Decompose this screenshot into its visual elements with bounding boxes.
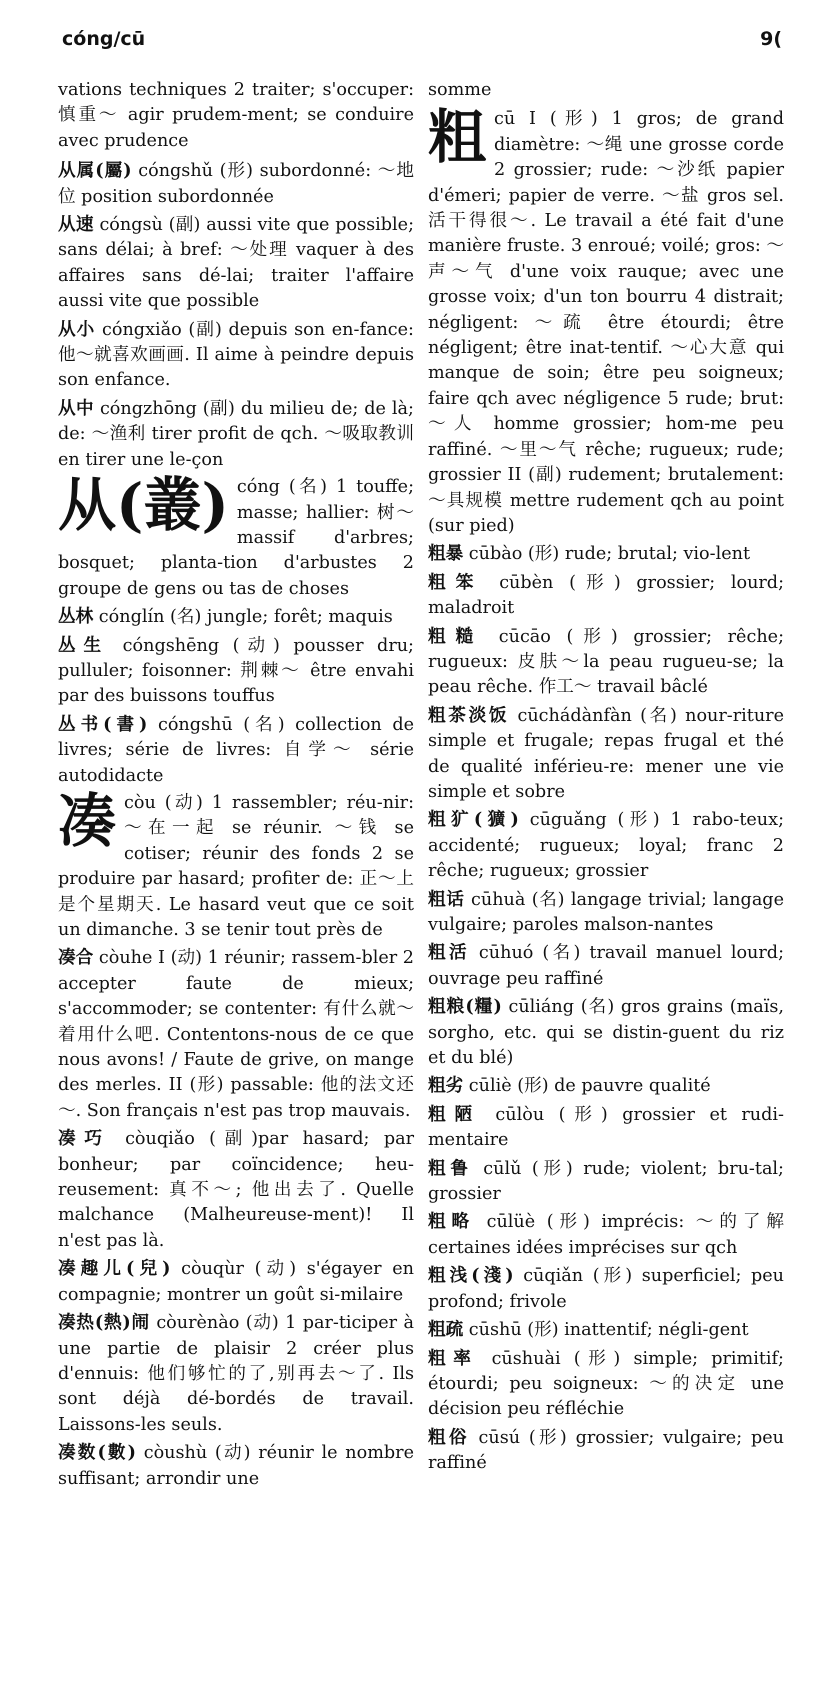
entry-definition: còurènào (动) 1 par-ticiper à une partie de plaisir 2 créer plus d'ennuis: 他们够忙的了,别再去～了. Ils sont déjà dé-bordés de travail. Laissons-les seuls.	[58, 1313, 414, 1435]
entry-definition: cūbào (形) rude; brutal; vio-lent	[463, 544, 751, 565]
entry-headword: 凑巧	[58, 1128, 111, 1150]
entry-headword: 粗俗	[428, 1426, 470, 1448]
dictionary-entry	[58, 78, 414, 154]
entry-headword: 粗疏	[428, 1319, 464, 1341]
dictionary-entry	[428, 570, 784, 622]
entry-headword: 粗糙	[428, 625, 484, 647]
page-number: 9(	[760, 28, 782, 50]
entry-headword: 粗犷(獷)	[428, 809, 519, 831]
entry-headword: 凑合	[58, 947, 94, 969]
entry-headword: 粗茶淡饭	[428, 704, 510, 726]
entry-definition: cónglín (名) jungle; forêt; maquis	[93, 607, 393, 628]
dictionary-entry	[428, 1156, 784, 1208]
entry-definition: cūbèn (形) grossier; lourd; maladroit	[428, 572, 784, 619]
entry-definition: cū I (形) 1 gros; de grand diamètre: ～绳 une grosse corde 2 grossier; rude: ～沙纸 papier d'émeri; papier de verre. ～盐 gros sel. 活干得很～. Le travail a été fait d'une manière fruste. 3 enroué; voilé; gros: ～声～气 d'une voix rauque; avec une grosse voix; d'un ton bourru 4 distrait; négligent: ～疏 être étourdi; être négligent; être inat-tentif. ～心大意 qui manque de soin; être peu soigneux; faire qch avec négligence 5 rude; brut: ～人 homme grossier; hom-me peu raffiné. ～里～气 rêche; rugueux; rude; grossier II (副) rudement; brutalement: ～具规模 mettre rudement qch au point (sur pied)	[428, 109, 784, 536]
entry-headword: 丛林	[58, 606, 94, 628]
dictionary-entry	[58, 317, 414, 394]
dictionary-entry	[428, 103, 784, 539]
entry-definition: còushù (动) réunir le nombre suffisant; arrondir une	[58, 1443, 414, 1489]
dictionary-entry	[58, 396, 414, 473]
entry-headword: 从速	[58, 214, 94, 236]
entry-headword: 从属(屬)	[58, 160, 132, 182]
dictionary-entry	[428, 1102, 784, 1154]
entry-definition: vations techniques 2 traiter; s'occuper: 慎重～ agir prudem-ment; se conduire avec prudence	[58, 80, 414, 151]
entry-headword: 粗话	[428, 888, 465, 910]
entry-headword: 从小	[58, 318, 96, 340]
entry-headword: 凑	[58, 786, 117, 855]
right-column	[428, 78, 784, 1479]
entry-definition: còuqùr (动) s'égayer en compagnie; montrer un goût si-milaire	[58, 1259, 414, 1305]
entry-definition: cūshuài (形) simple; primitif; étourdi; peu soigneux: ～的决定 une décision peu réfléchie	[428, 1348, 784, 1420]
dictionary-entry	[58, 158, 414, 210]
entry-headword: 粗粮(糧)	[428, 996, 502, 1018]
entry-definition: cūliè (形) de pauvre qualité	[463, 1076, 711, 1097]
dictionary-entry	[428, 807, 784, 884]
entry-definition: cūlüè (形) imprécis: ～的了解 certaines idées imprécises sur qch	[428, 1212, 784, 1258]
entry-definition: cóngxiǎo (副) depuis son en-fance: 他～就喜欢画画. Il aime à peindre depuis son enfance.	[58, 319, 414, 391]
entry-definition: cūchádànfàn (名) nour-riture simple et frugale; repas frugal et thé de qualité inférieu-re: mener une vie simple et sobre	[428, 705, 784, 802]
entry-definition: cūlǔ (形) rude; violent; bru-tal; grossier	[428, 1158, 784, 1205]
dictionary-entry	[58, 471, 414, 602]
entry-headword: 凑热(熱)闹	[58, 1312, 150, 1334]
entry-headword: 从(叢)	[58, 471, 229, 540]
dictionary-entry	[58, 786, 414, 943]
dictionary-entry	[428, 78, 784, 103]
dictionary-entry	[58, 212, 414, 315]
dictionary-entry	[428, 994, 784, 1071]
entry-headword: 粗活	[428, 942, 470, 964]
dictionary-entry	[428, 1073, 784, 1099]
dictionary-entry	[428, 1346, 784, 1423]
dictionary-entry	[428, 940, 784, 992]
running-header-left: cóng/cū	[62, 28, 146, 50]
entry-definition: cūcāo (形) grossier; rêche; rugueux: 皮肤～la peau rugueu-se; la peau rêche. 作工～ travail bâclé	[428, 626, 784, 698]
entry-headword: 粗鲁	[428, 1157, 473, 1179]
dictionary-entry	[428, 1263, 784, 1315]
entry-definition: cūliáng (名) gros grains (maïs, sorgho, etc. qui se distin-guent du riz et du blé)	[428, 997, 784, 1069]
entry-definition: cūhuà (名) langage trivial; langage vulgaire; paroles malson-nantes	[428, 889, 784, 935]
entry-headword: 粗浅(淺)	[428, 1265, 514, 1287]
entry-definition: cūsú (形) grossier; vulgaire; peu raffiné	[428, 1427, 784, 1474]
entry-definition: cūshū (形) inattentif; négli-gent	[463, 1320, 749, 1341]
entry-headword: 凑趣儿(兒)	[58, 1258, 171, 1280]
dictionary-entry	[58, 1126, 414, 1254]
dictionary-entry	[428, 624, 784, 701]
entry-headword: 凑数(數)	[58, 1442, 136, 1464]
entry-definition: cūlòu (形) grossier et rudi-mentaire	[428, 1104, 784, 1151]
dictionary-entry	[428, 1425, 784, 1477]
entry-definition: cóngshēng (动) pousser dru; pulluler; foisonner: 荆棘～ être envahi par des buissons touffus	[58, 635, 414, 707]
entry-definition: còuqiǎo (副)par hasard; par bonheur; par coïncidence; heu-reusement: 真不～; 他出去了. Quelle malchance (Malheureuse-ment)! Il n'est pas là.	[58, 1129, 414, 1251]
entry-definition: cūguǎng (形) 1 rabo-teux; accidenté; rugueux; loyal; franc 2 rêche; rugueux; grossier	[428, 810, 784, 882]
entry-headword: 粗暴	[428, 543, 464, 565]
dictionary-entry	[428, 887, 784, 939]
entry-definition: cóngshū (名) collection de livres; série de livres: 自学～ série autodidacte	[58, 714, 414, 786]
entry-headword: 粗劣	[428, 1075, 464, 1097]
entry-definition: somme	[428, 80, 492, 100]
dictionary-entry	[58, 633, 414, 710]
entry-definition: cūqiǎn (形) superficiel; peu profond; frivole	[428, 1266, 785, 1312]
dictionary-entry	[58, 945, 414, 1124]
entry-headword: 从中	[58, 397, 94, 419]
entry-definition: cóngzhōng (副) du milieu de; de là; de: ～渔利 tirer profit de qch. ～吸取教训 en tirer une le-çon	[58, 398, 414, 470]
entry-headword: 粗	[428, 103, 487, 172]
entry-definition: cóngshǔ (形) subordonné: ～地位 position subordonnée	[58, 161, 414, 207]
dictionary-entry	[428, 703, 784, 806]
dictionary-entry	[58, 1440, 414, 1492]
entry-definition: cóng (名) 1 touffe; masse; hallier: 树～ massif d'arbres; bosquet; planta-tion d'arbustes 2 groupe de gens ou tas de choses	[58, 477, 414, 599]
left-column	[58, 78, 414, 1494]
entry-definition: còuhe I (动) 1 réunir; rassem-bler 2 accepter faute de mieux; s'accommoder; se contenter: 有什么就～着用什么吧. Contentons-nous de ce que nous avons! / Faute de grive, on mange des merles. II (形) passable: 他的法文还～. Son français n'est pas trop mauvais.	[58, 948, 414, 1121]
entry-headword: 粗陋	[428, 1103, 481, 1125]
entry-definition: cūhuó (名) travail manuel lourd; ouvrage peu raffiné	[428, 943, 784, 989]
dictionary-entry	[58, 712, 414, 789]
entry-definition: còu (动) 1 rassembler; réu-nir: ～在一起 se réunir. ～钱 se cotiser; réunir des fonds 2 se produire par hasard; profiter de: 正～上是个星期天. Le hasard veut que ce soit un dimanche. 3 se tenir tout près de	[58, 792, 414, 940]
dictionary-entry	[58, 604, 414, 630]
dictionary-entry	[428, 541, 784, 567]
entry-headword: 丛书(書)	[58, 713, 148, 735]
entry-headword: 粗率	[428, 1347, 479, 1369]
dictionary-entry	[428, 1317, 784, 1343]
dictionary-entry	[58, 1256, 414, 1308]
entry-definition: cóngsù (副) aussi vite que possible; sans délai; à bref: ～处理 vaquer à des affaires sans dé-lai; traiter l'affaire aussi vite que possible	[58, 215, 414, 312]
entry-headword: 丛生	[58, 634, 110, 656]
entry-headword: 粗略	[428, 1211, 476, 1233]
dictionary-entry	[58, 1310, 414, 1438]
entry-headword: 粗笨	[428, 571, 484, 593]
dictionary-entry	[428, 1209, 784, 1261]
